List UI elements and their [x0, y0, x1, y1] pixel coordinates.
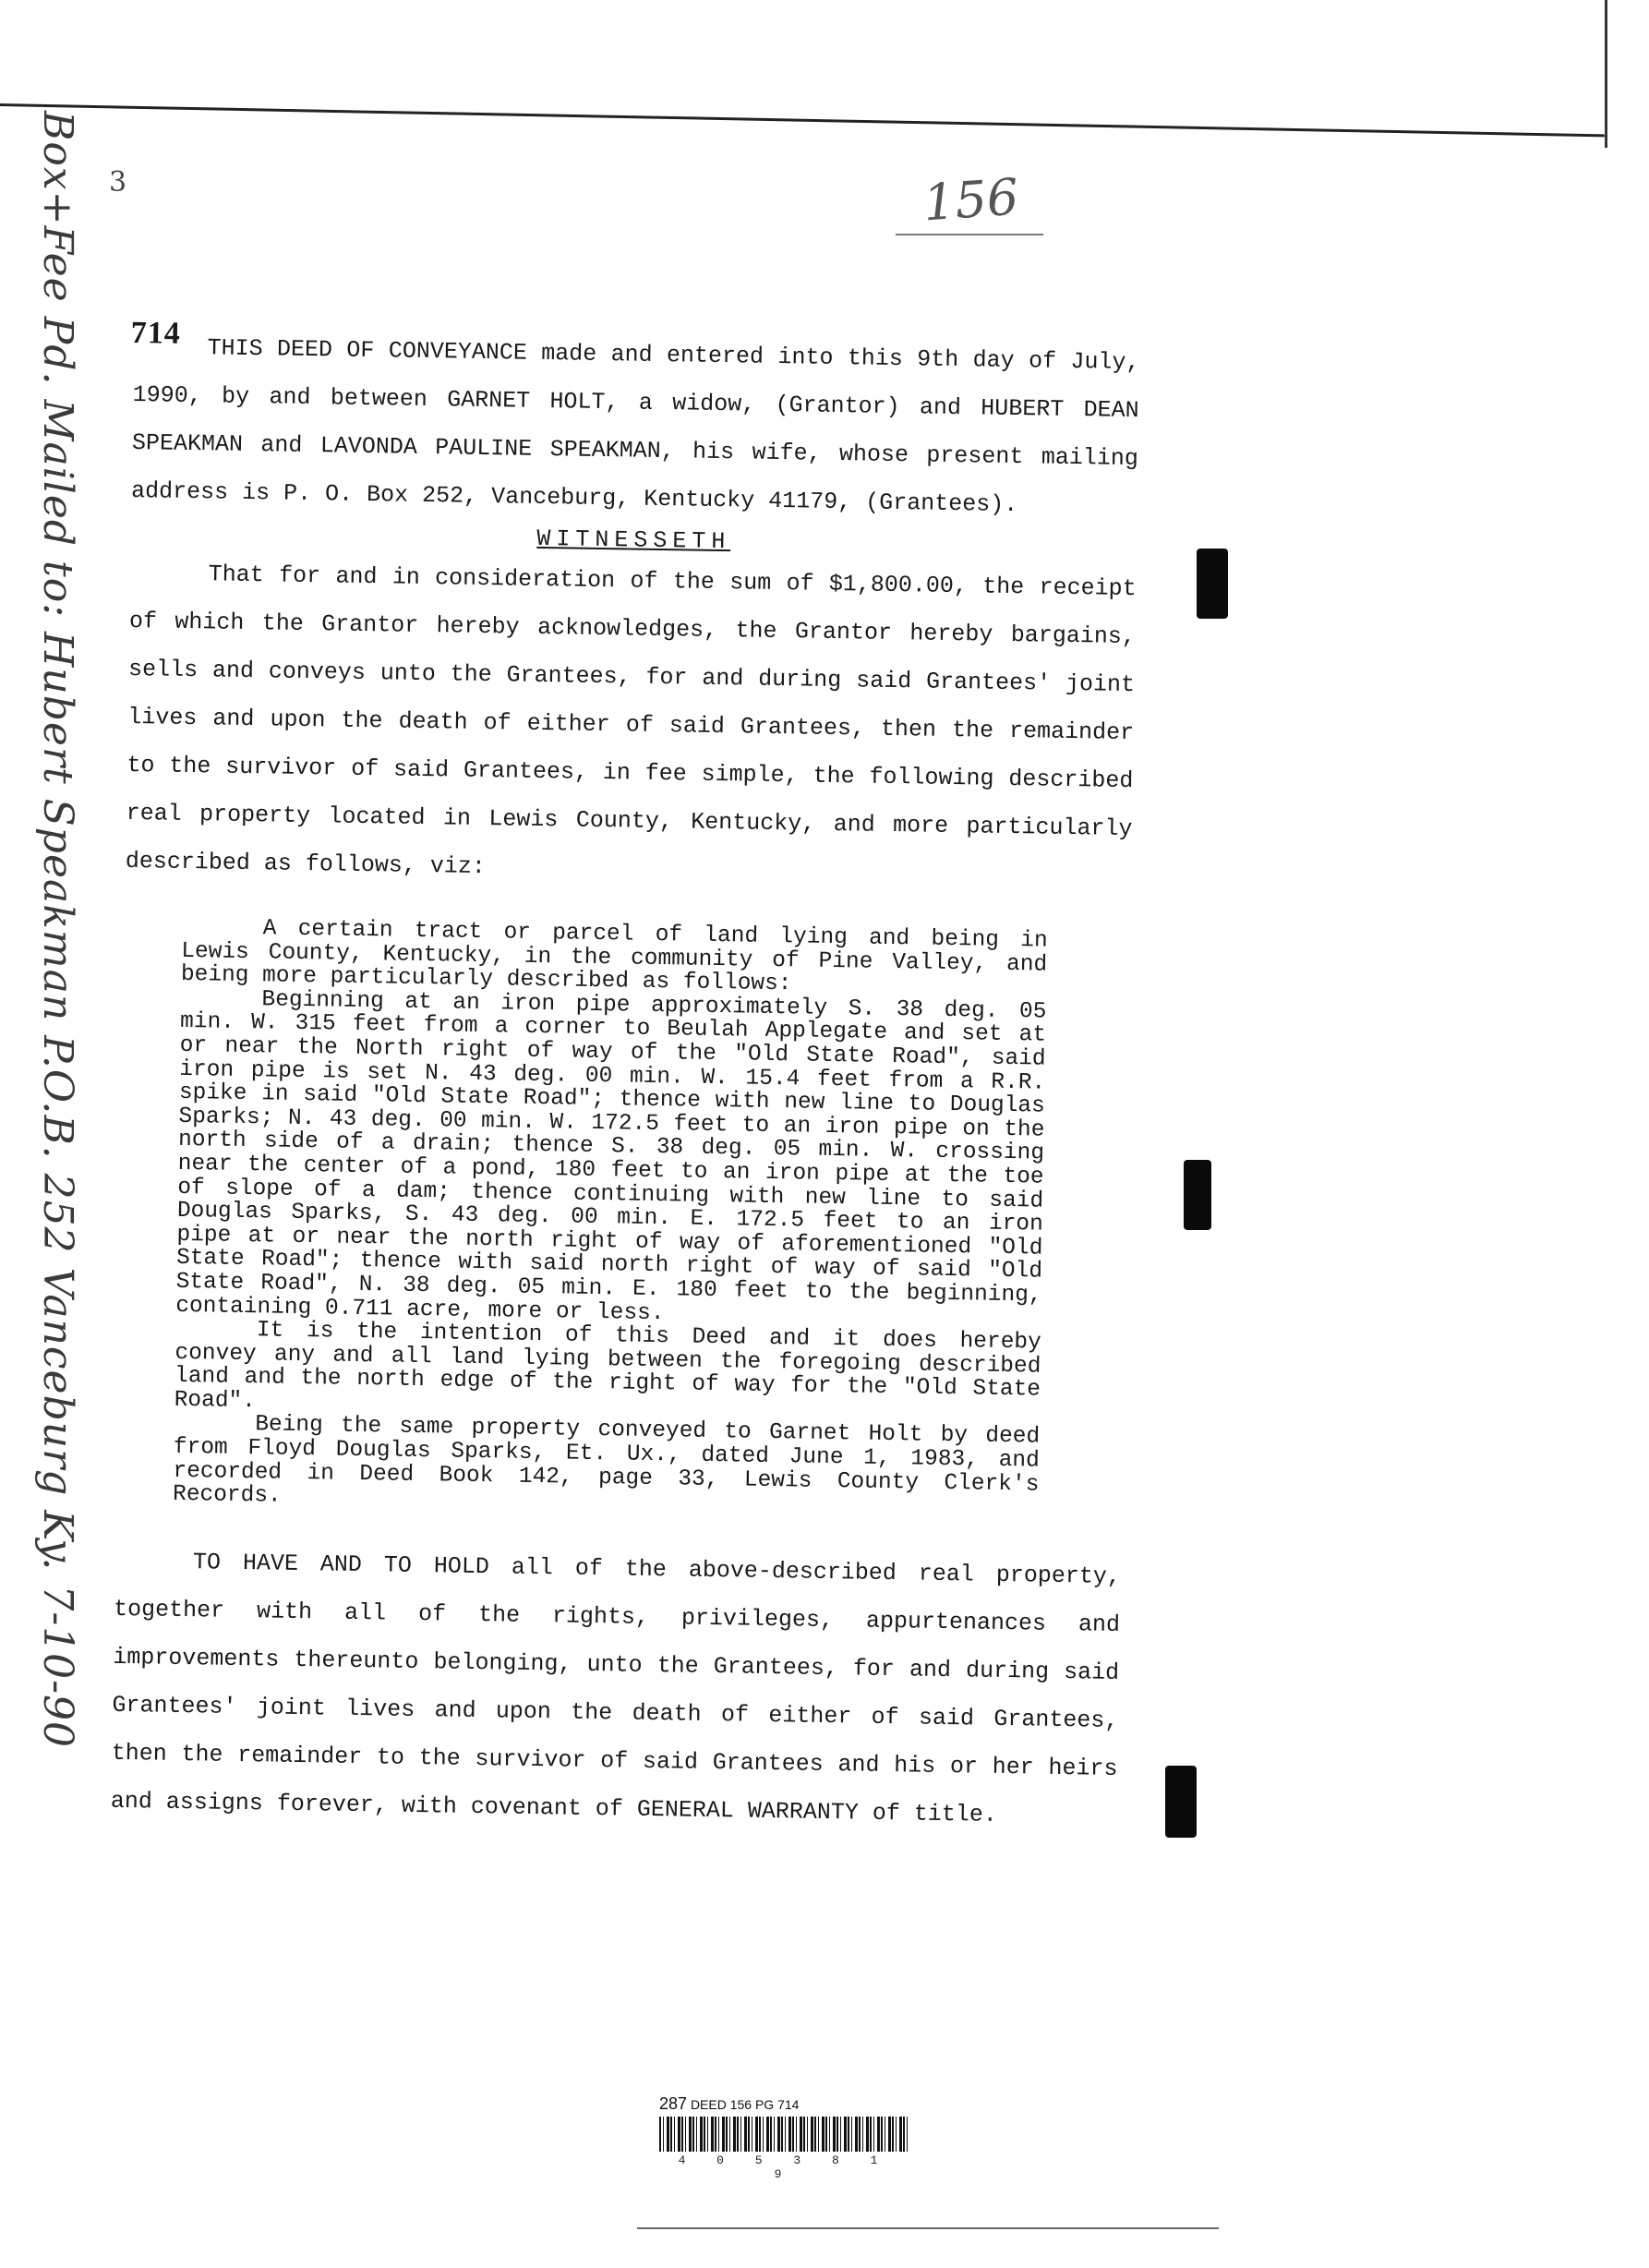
recording-barcode	[659, 2094, 909, 2181]
bottom-rule	[637, 2227, 1219, 2229]
legal-description-paragraph: It is the intention of this Deed and it does hereby convey any and all land lying between the foregoing described land and the north edge of the right of way for the "Old State Road".	[174, 1318, 1041, 1415]
barcode-sequence: 287	[659, 2094, 688, 2113]
page-right-edge	[1605, 0, 1607, 148]
redaction-mark	[1165, 1766, 1197, 1838]
file-number-underline	[896, 234, 1043, 235]
redaction-mark	[1184, 1160, 1211, 1230]
deed-page-number: 714	[130, 315, 182, 351]
legal-description-paragraph: A certain tract or parcel of land lying and being in Lewis County, Kentucky, in the community of Pine Valley, and being more particularly described as follows:	[180, 916, 1048, 997]
redaction-mark	[1197, 549, 1228, 619]
handwritten-file-number: 156	[921, 167, 1021, 233]
page-top-edge	[0, 103, 1605, 137]
legal-description-paragraph: Beginning at an iron pipe approximately S. 38 deg. 05 min. W. 315 feet from a corner to Beulah Applegate and set at or near the North right of way of the "Old State Road", said iron pipe is set N. 43 deg. 00 min. W. 15.4 feet from a R.R. spike in said "Old State Road"; thence with new line to Douglas Sparks; N. 43 deg. 00 min. W. 172.5 feet to an iron pipe on the north side of a drain; thence S. 38 deg. 05 min. W. crossing near the center of a pond, 180 feet to an iron pipe at the toe of slope of a dam; thence continuing with new line to said Douglas Sparks, S. 43 deg. 00 min. E. 172.5 feet to an iron pipe at or near the north right of way of aforementioned "Old State Road"; thence with said north right of way of said "Old State Road", N. 38 deg. 05 min. E. 180 feet to the beginning, containing 0.711 acre, more or less.	[175, 987, 1047, 1326]
habendum-paragraph: TO HAVE AND TO HOLD all of the above-described real property, together with all of the rights, privileges, appurtenances and improvements thereunto belonging, unto the Grantees, for and during said Grantees' joint lives and upon the death of either of said Grantees, then the remainder to the survivor of said Grantees and his or her heirs and assigns forever, with covenant of GENERAL WARRANTY of title.	[110, 1549, 1122, 1828]
legal-description-paragraph: Being the same property conveyed to Garnet Holt by deed from Floyd Douglas Sparks, Et. Ux., dated June 1, 1983, and recorded in Deed Book 142, page 33, Lewis County Clerk's Records.	[172, 1412, 1041, 1509]
top-left-mark: 3	[109, 166, 127, 199]
deed-body	[110, 315, 1140, 1841]
barcode-book-ref: DEED 156 PG 714	[690, 2097, 800, 2112]
left-margin-handwriting: Box+Fee Pd. Mailed to: Hubert Speakman P.O.B. 252 Vanceburg Ky. 7-10-90	[34, 111, 81, 1749]
barcode-number: 4 0 5 3 8 1 9	[678, 2153, 890, 2181]
barcode-bars	[659, 2117, 909, 2152]
legal-description	[173, 916, 1048, 1520]
opening-paragraph: THIS DEED OF CONVEYANCE made and entered into this 9th day of July, 1990, by and between GARNET HOLT, a widow, (Grantor) and HUBERT DEAN SPEAKMAN and LAVONDA PAULINE SPEAKMAN, his wife, whose present mailing address is P. O. Box 252, Vanceburg, Kentucky 41179, (Grantees).	[130, 334, 1140, 519]
barcode-label	[659, 2094, 909, 2114]
consideration-paragraph: That for and in consideration of the sum of $1,800.00, the receipt of which the Grantor hereby acknowledges, the Grantor hereby bargains, sells and conveys unto the Grantees, for and during said Grantees' joint lives and upon the death of either of said Grantees, then the remainder to the survivor of said Grantees, in fee simple, the following described real property located in Lewis County, Kentucky, and more particularly described as follows, viz:	[125, 561, 1137, 881]
witnesseth-heading: WITNESSETH	[536, 525, 731, 556]
